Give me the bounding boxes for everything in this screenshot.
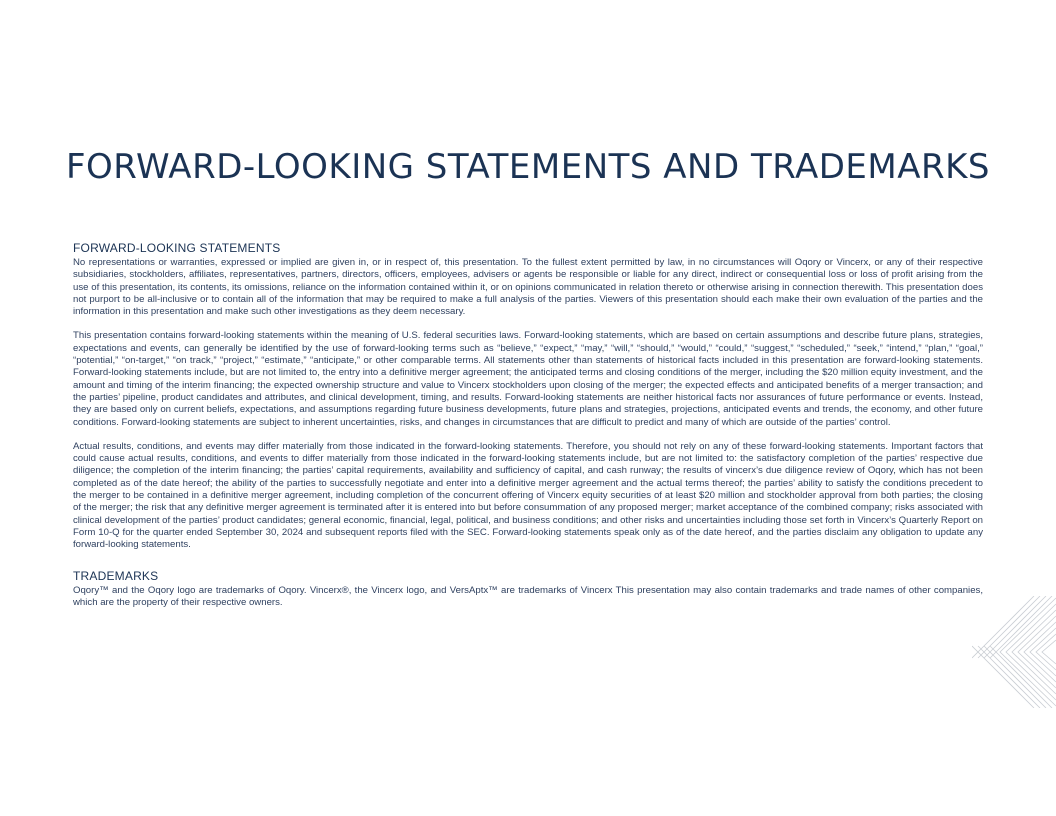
forward-looking-heading: FORWARD-LOOKING STATEMENTS — [73, 241, 281, 255]
chevron-lines-decoration — [972, 596, 1056, 708]
trademarks-heading: TRADEMARKS — [73, 568, 159, 583]
forward-looking-paragraph-1: No representations or warranties, expressed or implied are given in, or in respect of, this presentation. To the fullest extent permitted by law, in no circumstances will Oqory or Vincerx, or any of their respective subsidiaries, stockholders, affiliates, representatives, partners, directors, officers, employees, advisers or agents be responsible or liable for any direct, indirect or consequential loss or loss of profit arising from the use of this presentation, its contents, its omissions, reliance on the information contained within it, or on opinions communicated in relation thereto or otherwise arising in connection therewith. This presentation does not purport to be all-inclusive or to contain all of the information that may be required to make a full analysis of the parties. Viewers of this presentation should each make their own evaluation of the parties and the information in this presentation and make such other investigations as they deem necessary. — [73, 257, 983, 318]
slide-title: FORWARD-LOOKING STATEMENTS AND TRADEMARKS — [65, 147, 991, 187]
slide-content — [73, 241, 983, 609]
trademarks-paragraph: Oqory™ and the Oqory logo are trademarks of Oqory. Vincerx®, the Vincerx logo, and VersAptx™ are trademarks of Vincerx This presentation may also contain trademarks and trade names of other companies, which are the property of their respective owners. — [73, 584, 983, 608]
forward-looking-paragraph-3: Actual results, conditions, and events may differ materially from those indicated in the forward-looking statements. Therefore, you should not rely on any of these forward-looking statements. Important factors that could cause actual results, conditions, and events to differ materially from those indicated in the forward-looking statements include, but are not limited to: the satisfactory completion of the parties’ respective due diligence; the completion of the interim financing; the parties’ capital requirements, availability and sufficiency of capital, and cash runway; the results of vincerx’s due diligence review of Oqory, which has not been completed as of the date hereof; the ability of the parties to successfully negotiate and enter into a definitive merger agreement and the actual terms thereof; the parties’ ability to satisfy the conditions precedent to the merger to be contained in a definitive merger agreement, including completion of the concurrent offering of Vincerx equity securities of at least $20 million and stockholder approval from both parties; the closing of the merger; the risk that any definitive merger agreement is terminated after it is entered into but before consummation of any proposed merger; market acceptance of the combined company; risks associated with clinical development of the parties’ product candidates; general economic, financial, legal, political, and business conditions; and other risks and uncertainties including those set forth in Vincerx’s Quarterly Report on Form 10-Q for the quarter ended September 30, 2024 and subsequent reports filed with the SEC. Forward-looking statements speak only as of the date hereof, and the parties disclaim any obligation to update any forward-looking statements. — [73, 440, 983, 551]
forward-looking-paragraph-2: This presentation contains forward-looking statements within the meaning of U.S. federal securities laws. Forward-looking statements, which are based on certain assumptions and describe future plans, strategies, expectations and events, can generally be identified by the use of forward-looking terms such as “believe,” “expect,” “may,” “will,” “should,” “would,” “could,” “suggest,” “scheduled,” “seek,” “intend,” “plan,” “goal,” “potential,” “on-target,” “on track,” “project,” “estimate,” “anticipate,” or other comparable terms. All statements other than statements of historical facts included in this presentation are forward-looking statements. Forward-looking statements include, but are not limited to, the entry into a definitive merger agreement; the anticipated terms and closing conditions of the merger, including the $20 million equity investment, and the amount and timing of the interim financing; the expected ownership structure and value to Vincerx stockholders upon closing of the merger; the expected effects and anticipated benefits of a merger transaction; and the parties’ pipeline, product candidates and attributes, and clinical development, timing, and results. Forward-looking statements are neither historical facts nor assurances of future performance or events. Instead, they are based only on current beliefs, expectations, and assumptions regarding future business developments, future plans and strategies, projections, anticipated events and trends, the economy, and other future conditions. Forward-looking statements are subject to inherent uncertainties, risks, and changes in circumstances that are difficult to predict and many of which are outside of the parties’ control. — [73, 330, 983, 428]
